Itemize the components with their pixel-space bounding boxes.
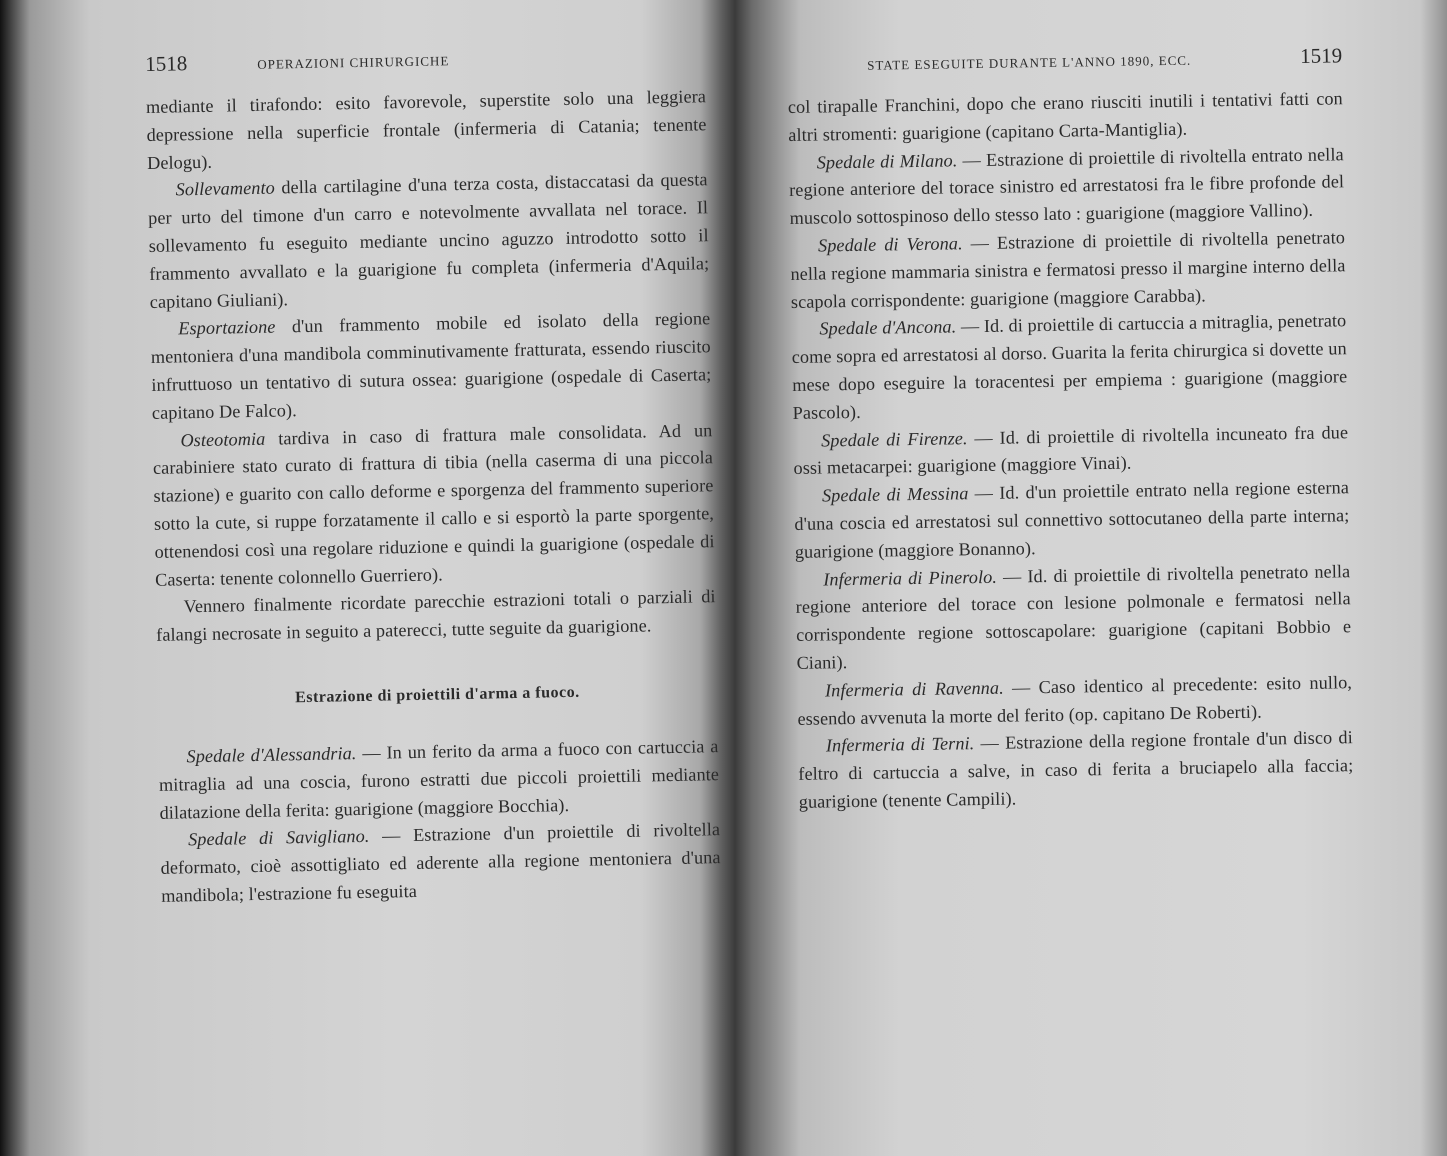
paragraph	[798, 725, 1354, 817]
paragraph-text: col tirapalle Franchini, dopo che erano riusciti inutili i tentativi fatti con altri stromenti: guarigione (capitano Carta-Mantiglia).	[787, 88, 1343, 145]
paragraph-lead: Spedale di Verona.	[817, 233, 963, 256]
paragraph-text: d'un frammento mobile ed isolato della regione mentoniera d'una mandibola comminutivamente fratturata, essendo riuscito infruttuoso un tentativo di sutura ossea: guarigione (ospedale di Caserta; capitano De Falco).	[150, 308, 712, 423]
right-running-title: STATE ESEGUITE DURANTE L'ANNO 1890, ECC.	[867, 52, 1192, 73]
paragraph	[152, 417, 715, 595]
paragraph-text: — Id. d'un proiettile entrato nella regione esterna d'una coscia ed arrestatosi sul connettivo sottocutaneo della parte interna; guarigione (maggiore Bonanno).	[794, 477, 1350, 562]
paragraph-lead: Spedale di Savigliano.	[187, 826, 370, 850]
left-running-title: OPERAZIONI CHIRURGICHE	[257, 53, 450, 72]
paragraph-text: Vennero finalmente ricordate parecchie estrazioni totali o parziali di falangi necrosate in seguito a paterecci, tutte seguite da guarigione.	[156, 586, 716, 646]
paragraph	[150, 306, 712, 428]
paragraph-text: — Estrazione di proiettile di rivoltella penetrato nella regione mammaria sinistra e fermatosi presso il margine interno della scapola corrispondente: guarigione (maggiore Carabba).	[790, 227, 1346, 312]
paragraph	[788, 85, 1344, 149]
paragraph-lead: Spedale di Firenze.	[820, 427, 968, 451]
paragraph-lead: Infermeria di Pinerolo.	[823, 566, 998, 590]
paragraph-text: — Caso identico al precedente: esito nullo, essendo avvenuta la morte del ferito (op. capitano De Roberti).	[797, 671, 1353, 729]
right-page	[787, 43, 1354, 816]
right-running-head	[787, 43, 1342, 76]
paragraph-text: — Estrazione di proiettile di rivoltella entrato nella regione anteriore del torace sinistro ed arrestatosi fra le fibre profonde del muscolo sottospinoso dello stesso lato : guarigione (maggiore Vallino).	[789, 143, 1345, 229]
paragraph-text: — Id. di proiettile di rivoltella penetrato nella regione anteriore del torace con lesione polmonale e fermatosi nella corrispondente regione sottoscapolare: guarigione (capitani Bobbio e Ciani).	[795, 560, 1352, 673]
paragraph-lead: Spedale d'Ancona.	[819, 316, 957, 339]
paragraph-text: — Estrazione d'un proiettile di rivoltella deformato, cioè assottigliato ed aderente alla regione mentoniera d'una mandibola; l'estrazione fu eseguita	[160, 819, 721, 906]
section-heading: Estrazione di proiettili d'arma a fuoco.	[294, 683, 580, 707]
paragraph-text: — Id. di proiettile di cartuccia a mitraglia, penetrato come sopra ed arrestatosi al dorso. Guarita la ferita chirurgica si dovette un mese dopo eseguire la toracentesi per empiema : guarigione (maggiore Pascolo).	[791, 310, 1348, 423]
paragraph-text: della cartilagine d'una terza costa, distaccatasi da questa per urto del timone d'un carro e notevolmente avvallata nel torace. Il sollevamento fu eseguito mediante uncino aguzzo introdotto sotto il frammento avvallato e la guarigione fu completa (infermeria d'Aquila; capitano Giuliani).	[147, 169, 710, 312]
paragraph	[795, 558, 1352, 678]
paragraph	[794, 474, 1350, 566]
paragraph-lead: Spedale d'Alessandria.	[186, 743, 357, 767]
paragraph	[146, 83, 707, 177]
paragraph	[789, 141, 1345, 233]
paragraph-lead: Sollevamento	[175, 177, 276, 200]
paragraph-lead: Spedale di Milano.	[816, 149, 958, 173]
paragraph	[160, 816, 721, 910]
paragraph-text: mediante il tirafondo: esito favorevole, superstite solo una leggiera depressione nella superficie frontale (infermeria di Catania; tenente Delogu).	[145, 86, 707, 173]
paragraph-lead: Infermeria di Terni.	[825, 733, 975, 756]
paragraph	[155, 583, 716, 649]
left-running-head	[145, 41, 705, 76]
paragraph	[791, 308, 1348, 428]
paragraph-text: tardiva in caso di frattura male consolidata. Ad un carabiniere stato curato di frattura di tibia (nella caserma di una piccola stazione) e guarito con callo deforme e sporgenza del frammento superiore sotto la cute, si ruppe forzatamente il callo e si esportò la parte sporgente, ottenendosi così una regolare riduzione e quindi la guarigione (ospedale di Caserta: tenente colonnello Guerriero).	[152, 419, 715, 590]
right-page-number: 1519	[1299, 43, 1343, 68]
paragraph	[147, 167, 710, 317]
paragraph-lead: Spedale di Messina	[821, 483, 969, 506]
paragraph-text: — Estrazione della regione frontale d'un disco di feltro di cartuccia a salve, in caso di ferita a bruciapelo alla faccia; guarigione (tenente Campili).	[798, 727, 1354, 812]
paragraph-lead: Infermeria di Ravenna.	[824, 677, 1004, 701]
paragraph-lead: Esportazione	[178, 316, 276, 339]
paragraph-lead: Osteotomia	[180, 428, 266, 450]
paragraph	[158, 733, 719, 827]
left-page	[145, 41, 721, 910]
paragraph-text: — In un ferito da arma a fuoco con cartuccia a mitraglia ad una coscia, furono estratti due piccoli proiettili mediante dilatazione della ferita: guarigione (maggiore Bocchia).	[158, 736, 720, 823]
left-page-number: 1518	[145, 51, 188, 76]
paragraph	[793, 419, 1349, 483]
paragraph	[797, 669, 1353, 733]
paragraph	[790, 224, 1346, 316]
paragraph-text: — Id. di proiettile di rivoltella incuneato fra due ossi metacarpei: guarigione (maggiore Vinai).	[793, 421, 1349, 479]
